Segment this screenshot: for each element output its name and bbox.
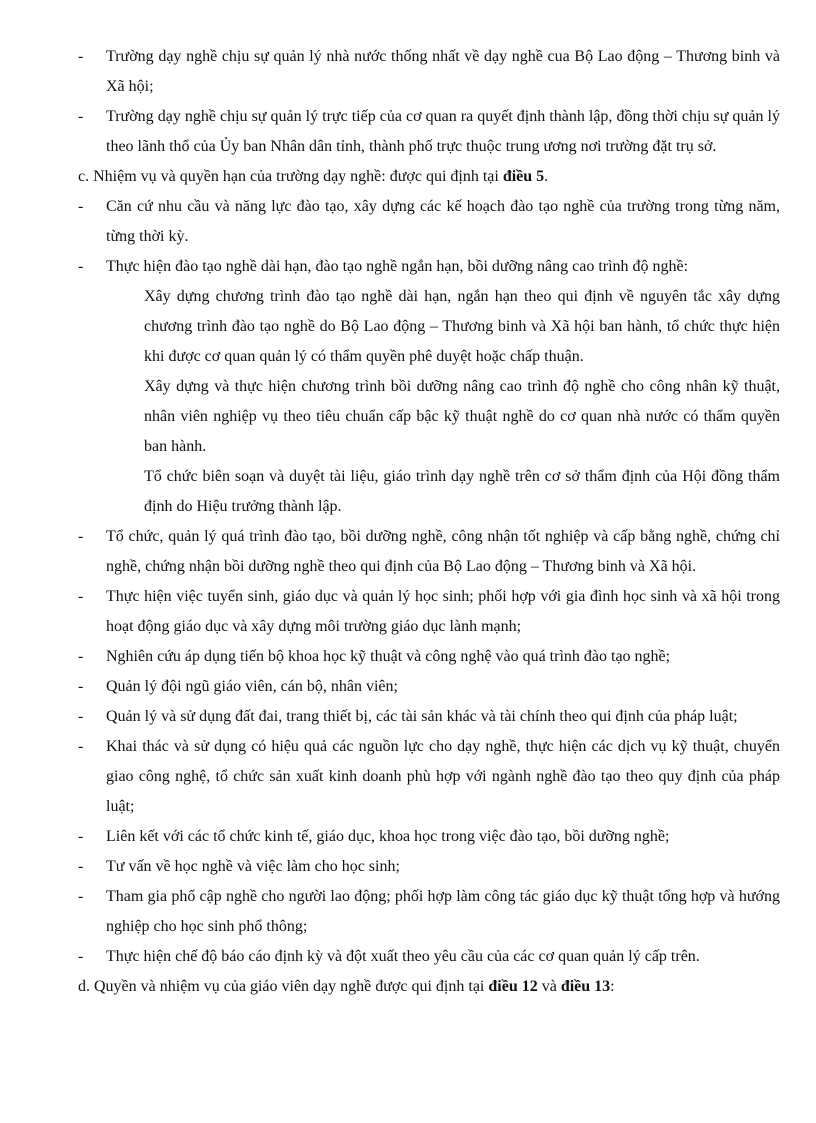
list-item <box>78 582 780 642</box>
list-item-text: Quản lý đội ngũ giáo viên, cán bộ, nhân viên; <box>106 678 398 695</box>
bullet-dash: - <box>78 108 84 125</box>
heading-text: c. Nhiệm vụ và quyền hạn của trường dạy nghề: được qui định tại <box>78 168 503 185</box>
list-item <box>78 522 780 582</box>
list-item <box>78 42 780 102</box>
list-item-text: Căn cứ nhu cầu và năng lực đào tạo, xây dựng các kế hoạch đào tạo nghề của trường trong từng năm, từng thời kỳ. <box>106 198 780 245</box>
list-item-text: Thực hiện chế độ báo cáo định kỳ và đột xuất theo yêu cầu của các cơ quan quản lý cấp trên. <box>106 948 700 965</box>
bullet-dash: - <box>78 708 84 725</box>
list-item-text: Nghiên cứu áp dụng tiến bộ khoa học kỹ thuật và công nghệ vào quá trình đào tạo nghề; <box>106 648 671 665</box>
heading-mid: và <box>537 978 561 995</box>
bullet-dash: - <box>78 588 84 605</box>
list-item-text: Tư vấn về học nghề và việc làm cho học sinh; <box>106 858 400 875</box>
list-item-text: Thực hiện việc tuyển sinh, giáo dục và quản lý học sinh; phối hợp với gia đình học sinh và xã hội trong hoạt động giáo dục và xây dựng môi trường giáo dục lành mạnh; <box>106 588 780 635</box>
heading-bold-ref: điều 13 <box>560 978 611 995</box>
heading-bold-ref: điều 5 <box>502 168 545 185</box>
heading-text: d. Quyền và nhiệm vụ của giáo viên dạy nghề được qui định tại <box>78 978 489 995</box>
bullet-dash: - <box>78 198 84 215</box>
list-item <box>78 942 780 972</box>
list-item <box>78 102 780 162</box>
bullet-dash: - <box>78 888 84 905</box>
heading-bold-ref: điều 12 <box>488 978 538 995</box>
list-item-text: Thực hiện đào tạo nghề dài hạn, đào tạo nghề ngắn hạn, bồi dưỡng nâng cao trình độ nghề: <box>106 258 689 275</box>
bullet-dash: - <box>78 48 84 65</box>
section-heading-c <box>78 162 780 192</box>
bullet-dash: - <box>78 858 84 875</box>
list-item-text: Khai thác và sử dụng có hiệu quả các nguồn lực cho dạy nghề, thực hiện các dịch vụ kỹ thuật, chuyển giao công nghệ, tổ chức sản xuất kinh doanh phù hợp với ngành nghề đào tạo theo quy định của pháp luật; <box>106 738 780 815</box>
list-item <box>78 252 780 282</box>
list-item <box>78 882 780 942</box>
list-item-text: Tổ chức, quản lý quá trình đào tạo, bồi dưỡng nghề, công nhận tốt nghiệp và cấp bằng nghề, chứng chỉ nghề, chứng nhận bồi dưỡng nghề theo qui định của Bộ Lao động – Thương binh và Xã hội. <box>106 528 780 575</box>
heading-end: . <box>544 168 549 185</box>
list-item <box>78 642 780 672</box>
bullet-dash: - <box>78 828 84 845</box>
heading-end: : <box>610 978 615 995</box>
list-item <box>78 702 780 732</box>
bullet-dash: - <box>78 738 84 755</box>
list-item-text: Trường dạy nghề chịu sự quản lý nhà nước thống nhất về dạy nghề cua Bộ Lao động – Thương binh và Xã hội; <box>106 48 780 95</box>
sub-paragraph: Tổ chức biên soạn và duyệt tài liệu, giáo trình dạy nghề trên cơ sở thẩm định của Hội đồng thẩm định do Hiệu trưởng thành lập. <box>144 468 780 515</box>
bullet-dash: - <box>78 258 84 275</box>
list-item-text: Liên kết với các tổ chức kinh tế, giáo dục, khoa học trong việc đào tạo, bồi dưỡng nghề; <box>106 828 670 845</box>
bullet-dash: - <box>78 528 84 545</box>
list-item <box>78 192 780 252</box>
list-item <box>78 732 780 822</box>
document-body <box>78 42 780 1002</box>
bullet-dash: - <box>78 948 84 965</box>
list-item-text: Tham gia phổ cập nghề cho người lao động; phối hợp làm công tác giáo dục kỹ thuật tổng hợp và hướng nghiệp cho học sinh phổ thông; <box>106 888 780 935</box>
section-heading-d <box>78 972 780 1002</box>
list-item <box>78 822 780 852</box>
list-item <box>78 852 780 882</box>
bullet-dash: - <box>78 678 84 695</box>
list-item-text: Trường dạy nghề chịu sự quản lý trực tiếp của cơ quan ra quyết định thành lập, đồng thời chịu sự quản lý theo lãnh thổ của Ủy ban Nhân dân tỉnh, thành phố trực thuộc trung ương nơi trường đặt trụ sở. <box>106 108 780 155</box>
list-item <box>78 672 780 702</box>
sub-paragraph: Xây dựng chương trình đào tạo nghề dài hạn, ngắn hạn theo qui định về nguyên tắc xây dựng chương trình đào tạo nghề do Bộ Lao động – Thương binh và Xã hội ban hành, tổ chức thực hiện khi được cơ quan quản lý có thẩm quyền phê duyệt hoặc chấp thuận. <box>144 288 780 365</box>
sub-paragraph: Xây dựng và thực hiện chương trình bồi dưỡng nâng cao trình độ nghề cho công nhân kỹ thuật, nhân viên nghiệp vụ theo tiêu chuẩn cấp bậc kỹ thuật nghề do cơ quan nhà nước có thẩm quyền ban hành. <box>144 378 780 455</box>
list-item-text: Quản lý và sử dụng đất đai, trang thiết bị, các tài sản khác và tài chính theo qui định của pháp luật; <box>106 708 738 725</box>
bullet-dash: - <box>78 648 84 665</box>
